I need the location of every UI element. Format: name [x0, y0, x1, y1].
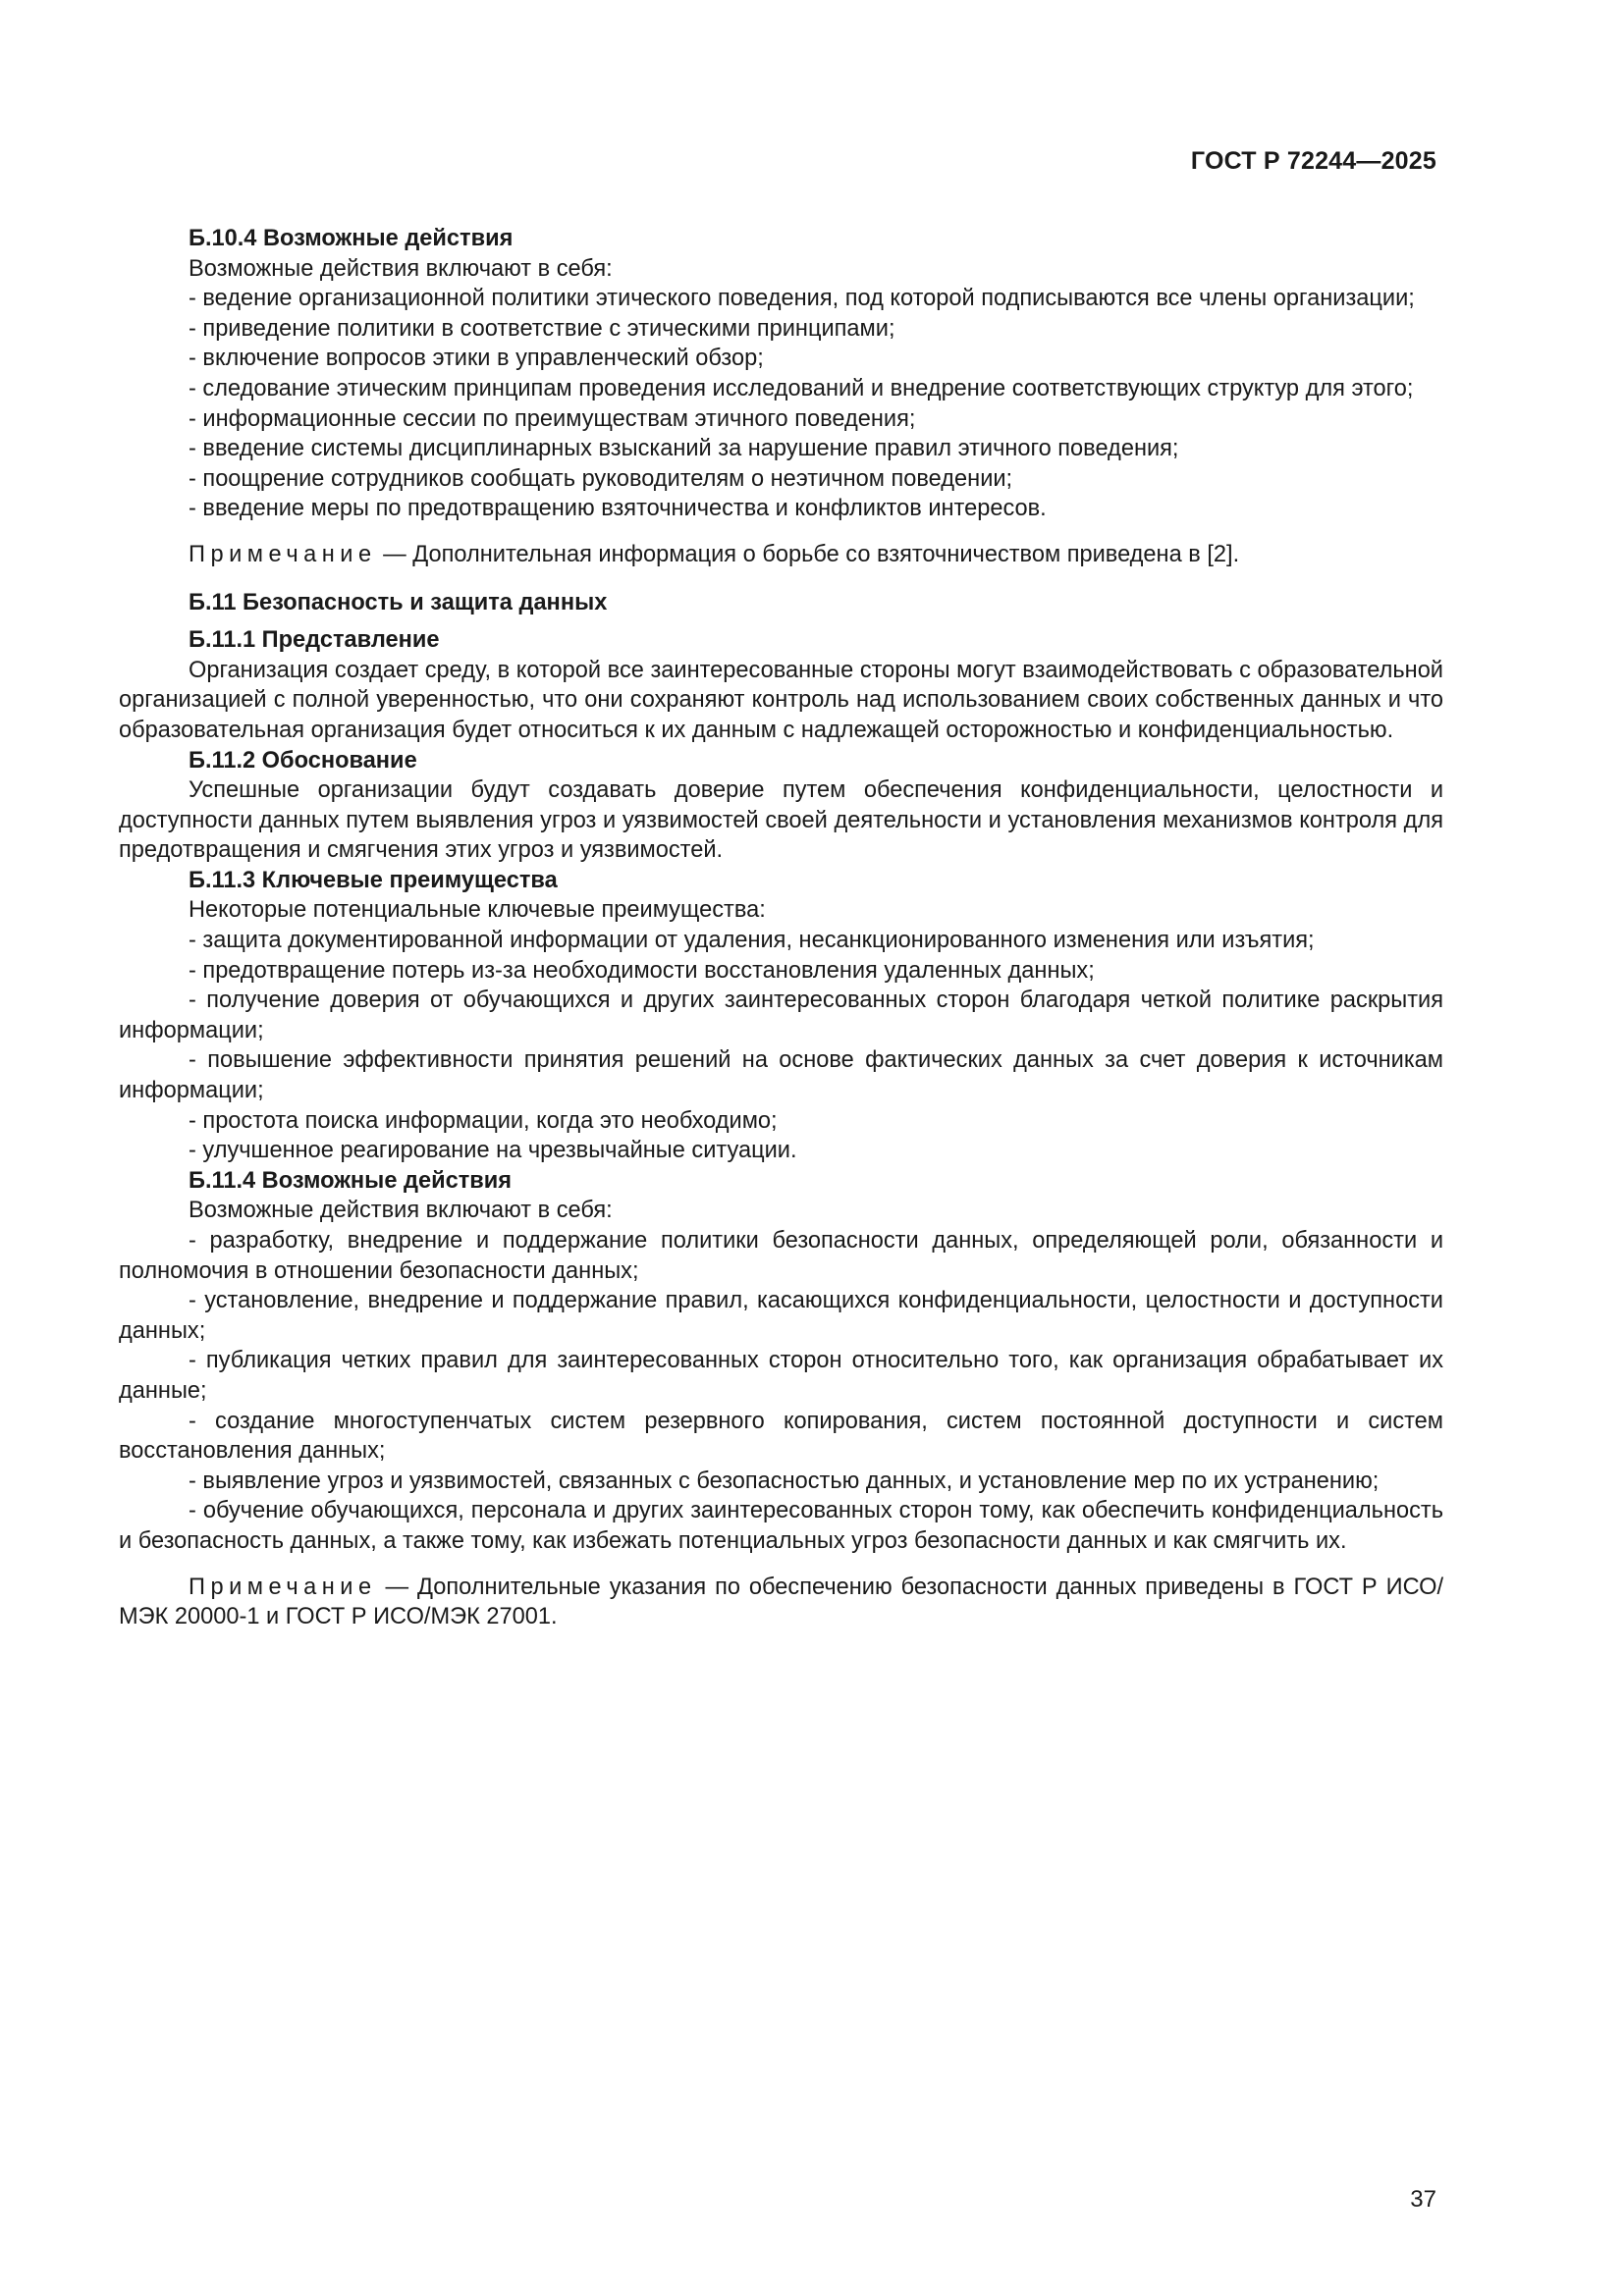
note-label: Примечание: [189, 1574, 377, 1600]
section-intro: Возможные действия включают в себя:: [189, 255, 613, 282]
list-item: - введение системы дисциплинарных взысканий за нарушение правил этичного поведения;: [189, 436, 1179, 462]
list-item: - ведение организационной политики этического поведения, под которой подписываются все члены организации;: [189, 286, 1415, 312]
document-body: [119, 224, 1443, 1632]
list-item: - введение меры по предотвращению взяточничества и конфликтов интересов.: [189, 496, 1047, 522]
list-item: - приведение политики в соответствие с этическими принципами;: [189, 315, 895, 342]
section-heading-b10-4: Б.10.4 Возможные действия: [189, 226, 514, 251]
paragraph: Успешные организации будут создавать доверие путем обеспечения конфиденциальности, целостности и доступности данных путем выявления угроз и уязвимостей своей деятельности и установления механизмов контроля для предотвращения и смягчения этих угроз и уязвимостей.: [119, 777, 1443, 864]
document-header: ГОСТ Р 72244—2025: [1190, 147, 1436, 175]
list-item: - установление, внедрение и поддержание правил, касающихся конфиденциальности, целостности и доступности данных;: [119, 1288, 1443, 1344]
section-intro: Некоторые потенциальные ключевые преимущества:: [189, 897, 766, 924]
list-item: - включение вопросов этики в управленческий обзор;: [189, 346, 764, 372]
list-item: - выявление угроз и уязвимостей, связанных с безопасностью данных, и установление мер по их устранению;: [189, 1468, 1380, 1494]
note-label: Примечание: [189, 541, 377, 567]
list-item: - следование этическим принципам проведения исследований и внедрение соответствующих структур для этого;: [189, 375, 1414, 401]
note-text: — Дополнительные указания по обеспечению безопасности данных приведены в ГОСТ Р ИСО/МЭК 20000-1 и ГОСТ Р ИСО/МЭК 27001.: [119, 1574, 1443, 1630]
note-b11-4: [119, 1573, 1443, 1632]
section-heading-b11-2: Б.11.2 Обоснование: [189, 747, 417, 774]
list-item: - улучшенное реагирование на чрезвычайные ситуации.: [189, 1138, 797, 1164]
note-b10-4: [119, 540, 1443, 570]
list-item: - повышение эффективности принятия решений на основе фактических данных за счет доверия к источникам информации;: [119, 1047, 1443, 1104]
list-item: - получение доверия от обучающихся и других заинтересованных сторон благодаря четкой политике раскрытия информации;: [119, 988, 1443, 1043]
list-item: - информационные сессии по преимуществам этичного поведения;: [189, 405, 916, 432]
list-item: - поощрение сотрудников сообщать руководителям о неэтичном поведении;: [189, 465, 1013, 492]
note-text: — Дополнительная информация о борьбе со взяточничеством приведена в [2].: [376, 541, 1240, 567]
paragraph: Организация создает среду, в которой все заинтересованные стороны могут взаимодействовать с образовательной организацией с полной уверенностью, что они сохраняют контроль над использованием своих собственных данных и что образовательная организация будет относиться к их данным с надлежащей осторожностью и конфиденциальностью.: [119, 657, 1443, 743]
section-heading-b11-1: Б.11.1 Представление: [189, 627, 440, 654]
list-item: - создание многоступенчатых систем резервного копирования, систем постоянной доступности и систем восстановления данных;: [119, 1408, 1443, 1465]
list-item: - предотвращение потерь из-за необходимости восстановления удаленных данных;: [189, 957, 1095, 984]
page-number: 37: [1410, 2186, 1436, 2213]
section-intro: Возможные действия включают в себя:: [189, 1198, 613, 1224]
list-item: - публикация четких правил для заинтересованных сторон относительно того, как организация обрабатывает их данные;: [119, 1348, 1443, 1404]
list-item: - обучение обучающихся, персонала и других заинтересованных сторон тому, как обеспечить конфиденциальность и безопасность данных, а также тому, как избежать потенциальных угроз безопасности данных и как смягчить их.: [119, 1498, 1443, 1554]
list-item: - разработку, внедрение и поддержание политики безопасности данных, определяющей роли, обязанности и полномочия в отношении безопасности данных;: [119, 1228, 1443, 1284]
section-heading-b11: Б.11 Безопасность и защита данных: [189, 589, 608, 615]
list-item: - защита документированной информации от удаления, несанкционированного изменения или изъятия;: [189, 928, 1315, 954]
section-heading-b11-3: Б.11.3 Ключевые преимущества: [189, 867, 558, 893]
section-heading-b11-4: Б.11.4 Возможные действия: [189, 1167, 513, 1194]
list-item: - простота поиска информации, когда это необходимо;: [189, 1107, 778, 1134]
